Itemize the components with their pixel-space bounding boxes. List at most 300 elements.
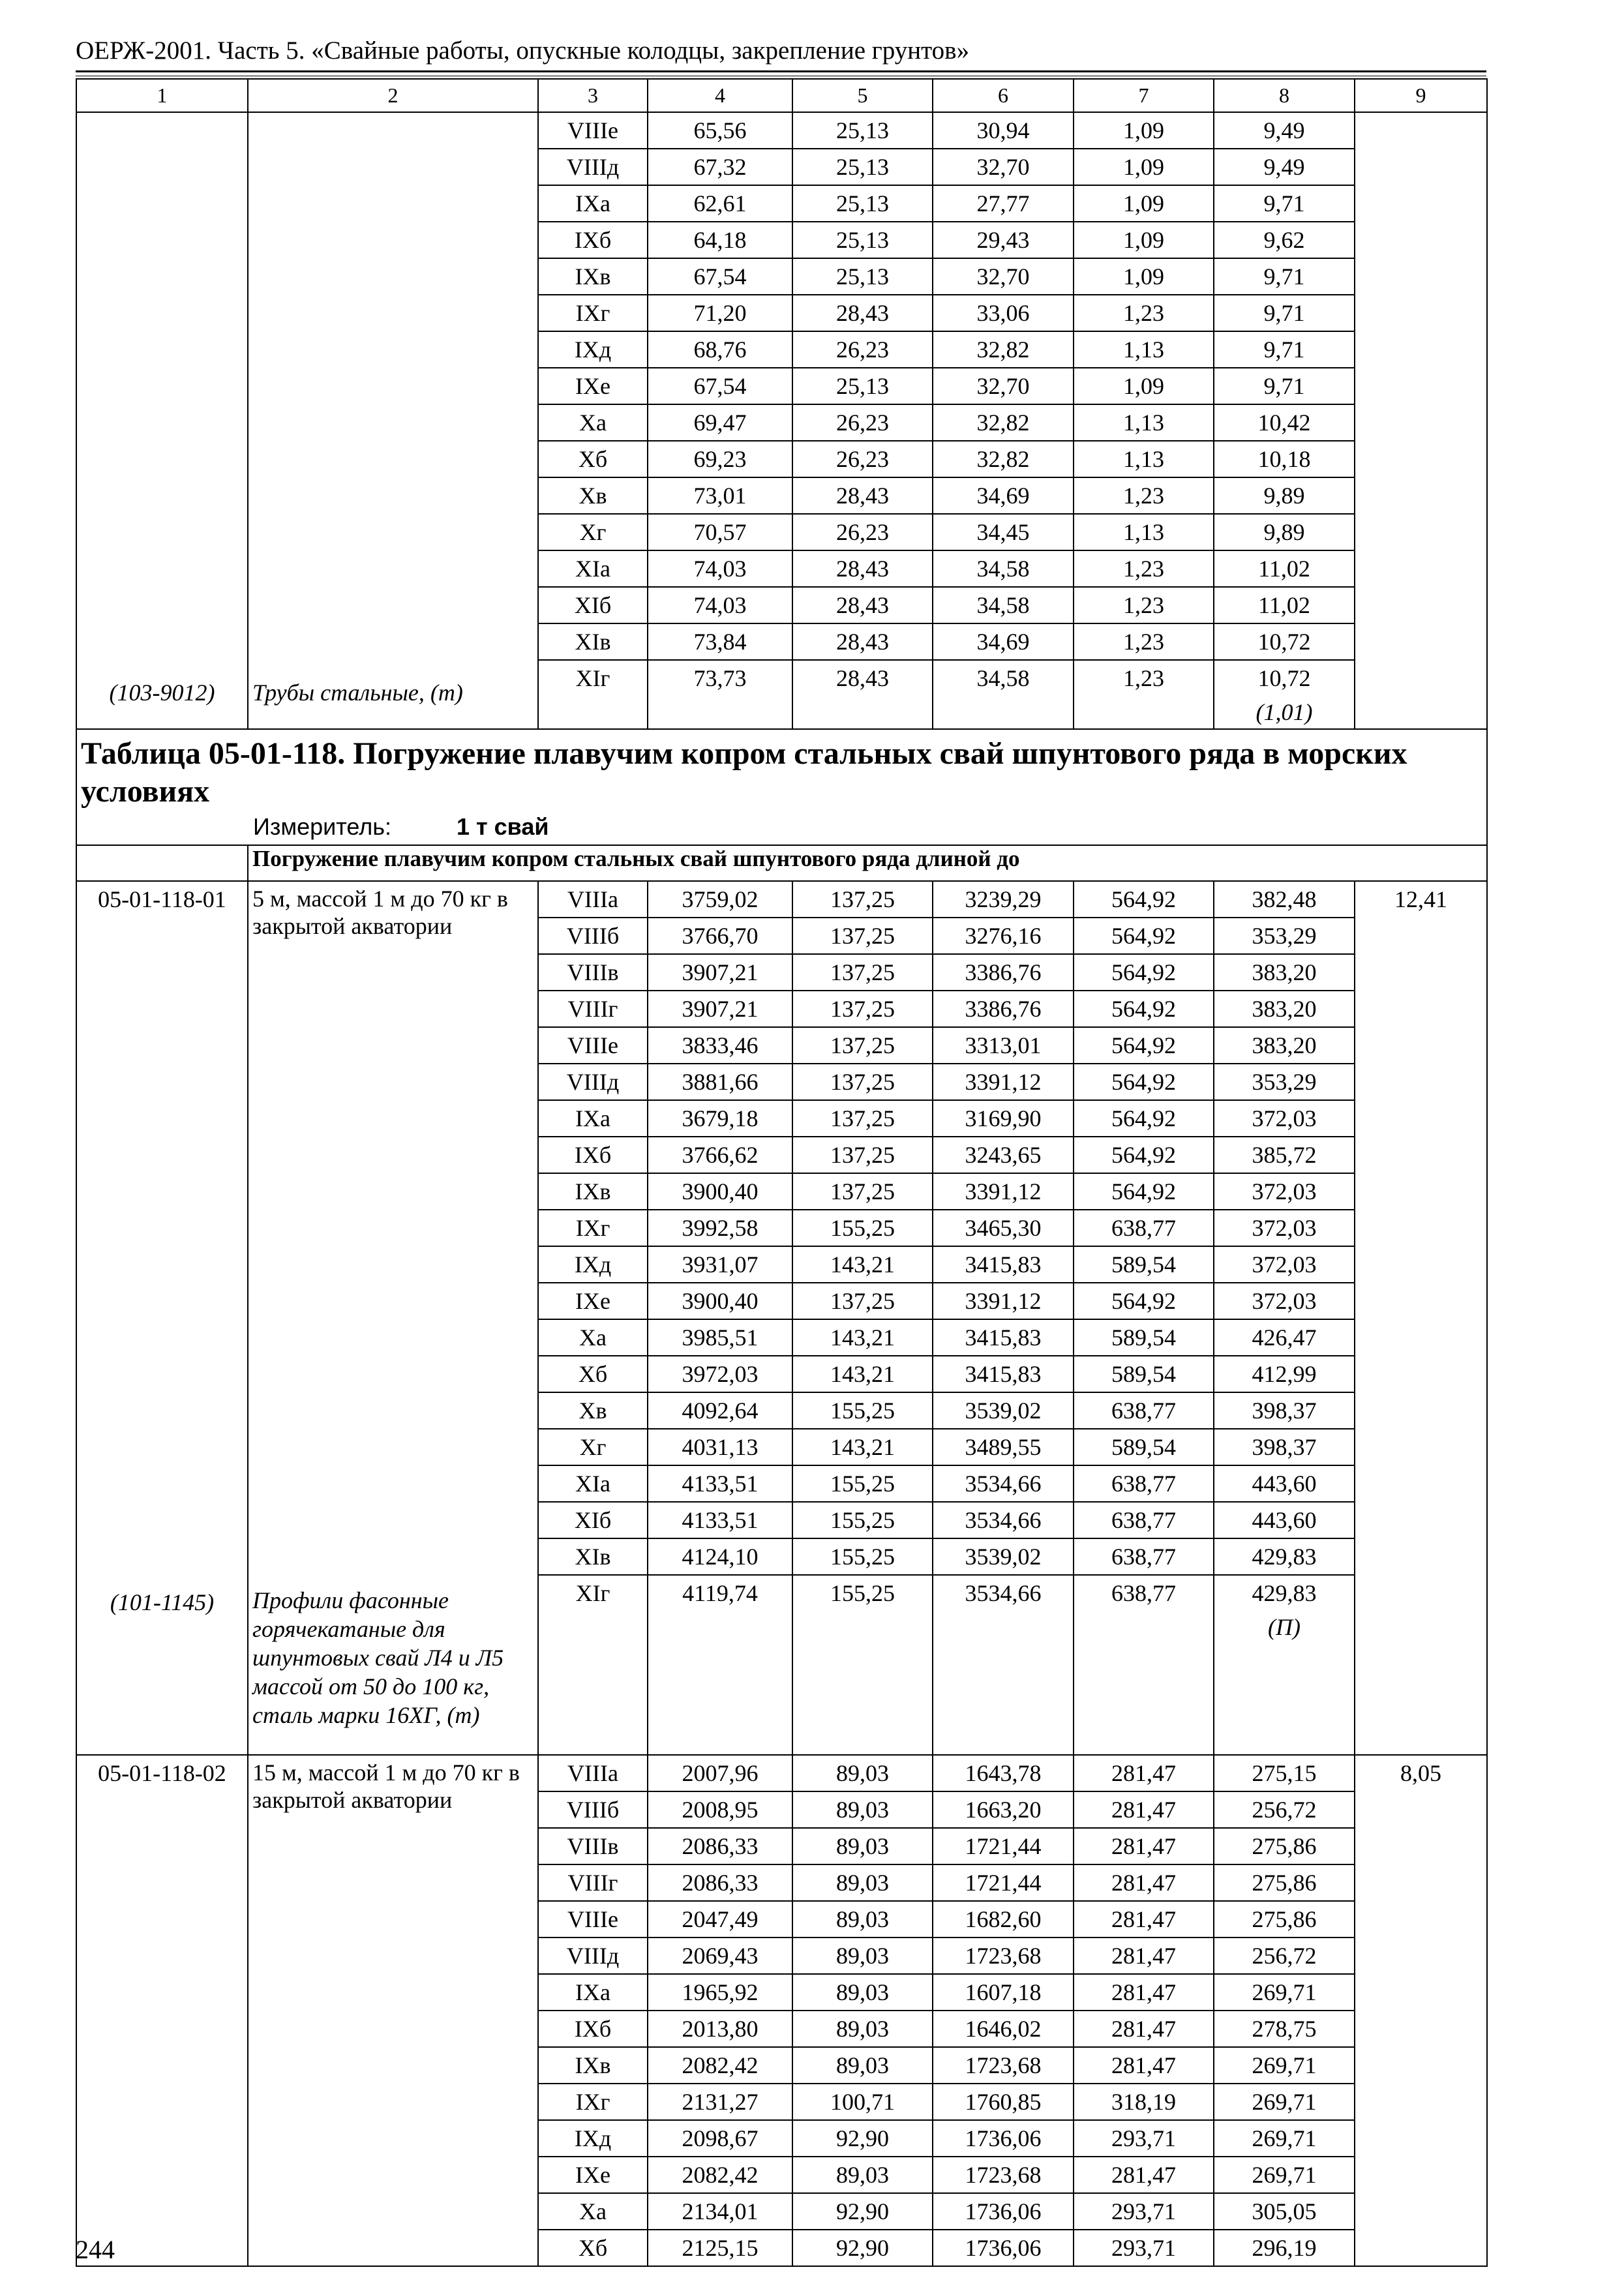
wages: 137,25 [830,886,895,912]
machines: 32,82 [933,331,1073,367]
materials: 372,03 [1214,1246,1354,1282]
wages: 155,25 [793,1465,932,1501]
total-cost: 74,03 [648,550,792,586]
total-cost: 3985,51 [648,1319,792,1355]
zone-label: VIIIд [539,148,647,185]
zone-label: Xг [539,1428,647,1465]
zone-label: IXв [539,1173,647,1209]
zone-label: VIIIб [539,917,647,953]
materials: 372,03 [1214,1173,1354,1209]
column-number: 4 [648,79,792,112]
total-cost: 4133,51 [648,1465,792,1501]
machinist-wages: 281,47 [1074,1900,1213,1937]
machines: 3386,76 [933,990,1073,1026]
machines: 1736,06 [933,2192,1073,2229]
machines: 34,58 [933,550,1073,586]
machinist-wages: 638,77 [1074,1465,1213,1501]
machinist-wages: 1,13 [1074,404,1213,440]
machines: 1643,78 [965,1760,1042,1786]
wages: 100,71 [793,2083,932,2119]
total-cost: 2098,67 [648,2119,792,2156]
labor-cell [1355,1755,1487,2266]
wages: 155,25 [793,1574,932,1611]
wages: 143,21 [793,1319,932,1355]
machinist-wages: 1,13 [1074,331,1213,367]
machines-cell [933,1755,1074,2266]
wages: 155,25 [793,1209,932,1246]
machinist-wages: 1,13 [1074,440,1213,477]
material-name: Профили фасонные горячекатаные для шпунтовых свай Л4 и Л5 массой от 50 до 100 кг, сталь марки 16ХГ, (т) [252,1587,504,1728]
machinist-wages-cell [1074,881,1214,1755]
zone-label: Xб [539,440,647,477]
total-cost: 2008,95 [648,1791,792,1827]
code-column [81,113,243,709]
zone-label: XIв [539,1538,647,1574]
column-number: 1 [76,79,248,112]
subheading-row [76,845,1487,881]
materials: 9,89 [1214,513,1354,550]
machines: 3169,90 [933,1100,1073,1136]
materials: 269,71 [1214,2119,1354,2156]
total-cost: 3972,03 [648,1355,792,1392]
total-cost: 69,23 [648,440,792,477]
materials: 275,15 [1252,1760,1317,1786]
wages: 89,03 [793,2010,932,2046]
machines: 3465,30 [933,1209,1073,1246]
zone-label: VIIIe [539,1900,647,1937]
machines: 32,82 [933,404,1073,440]
unit-label: Измеритель: [253,813,391,840]
machinist-wages: 1,09 [1074,258,1213,294]
zone-label: IXa [539,1973,647,2010]
materials: 9,71 [1214,367,1354,404]
machines: 1721,44 [933,1827,1073,1864]
column-number: 9 [1355,79,1487,112]
zone-label: Xб [539,2229,647,2266]
wages: 137,25 [793,1063,932,1100]
machinist-wages: 281,47 [1074,2046,1213,2083]
total-cost: 2082,42 [648,2156,792,2192]
running-header: ОЕРЖ-2001. Часть 5. «Свайные работы, опускные колодцы, закрепление грунтов» [76,37,970,65]
materials: 10,18 [1214,440,1354,477]
materials: 9,71 [1214,331,1354,367]
materials: 383,20 [1214,990,1354,1026]
total-cost: 4133,51 [648,1501,792,1538]
total-cost: 4119,74 [648,1574,792,1611]
machines: 3415,83 [933,1246,1073,1282]
machinist-wages: 1,09 [1074,367,1213,404]
zone-label: VIIIe [567,117,618,143]
zone-label: VIIIв [539,1827,647,1864]
zone-label: XIб [539,586,647,623]
wages: 28,43 [793,550,932,586]
machines: 3239,29 [965,886,1042,912]
machinist-wages: 564,92 [1074,990,1213,1026]
wages: 26,23 [793,513,932,550]
wages: 137,25 [793,990,932,1026]
materials: 256,72 [1214,1937,1354,1973]
zone-label: XIa [539,1465,647,1501]
materials: 305,05 [1214,2192,1354,2229]
machinist-wages: 1,09 [1123,117,1164,143]
wages: 137,25 [793,1026,932,1063]
total-cost: 3931,07 [648,1246,792,1282]
labor-value: 12,41 [1394,886,1447,912]
column-number: 2 [248,79,538,112]
machinist-wages: 1,09 [1074,221,1213,258]
machinist-wages: 589,54 [1074,1428,1213,1465]
machines: 3391,12 [933,1173,1073,1209]
machines: 32,70 [933,148,1073,185]
total-cost: 4031,13 [648,1428,792,1465]
wages-cell [792,112,933,729]
machinist-wages: 638,77 [1074,1392,1213,1428]
machinist-wages: 318,19 [1074,2083,1213,2119]
machinist-wages: 1,23 [1074,659,1213,696]
total-cost: 64,18 [648,221,792,258]
total-cost: 2086,33 [648,1827,792,1864]
machines: 3534,66 [933,1501,1073,1538]
wages: 155,25 [793,1501,932,1538]
total-cost: 3900,40 [648,1173,792,1209]
wages: 89,03 [836,1760,889,1786]
machines: 34,69 [933,477,1073,513]
zone-label: XIб [539,1501,647,1538]
rates-table [76,78,1488,2267]
materials: 10,72 [1214,623,1354,659]
wages: 137,25 [793,1100,932,1136]
entry-block [76,1755,1487,2266]
zone-label: VIIIa [567,886,618,912]
total-cost: 4092,64 [648,1392,792,1428]
unit-value: 1 т свай [456,813,549,840]
materials: 10,42 [1214,404,1354,440]
total-cost: 2069,43 [648,1937,792,1973]
materials: 353,29 [1214,1063,1354,1100]
materials-cell [1214,881,1355,1755]
materials: 443,60 [1214,1501,1354,1538]
wages: 143,21 [793,1428,932,1465]
wages: 143,21 [793,1246,932,1282]
description-cell [248,112,538,729]
materials: 372,03 [1214,1100,1354,1136]
continuation-block [76,112,1487,729]
materials: 426,47 [1214,1319,1354,1355]
zone-label: IXв [539,2046,647,2083]
machinist-wages: 1,23 [1074,586,1213,623]
total-cost: 3766,70 [648,917,792,953]
zone-label: IXг [539,294,647,331]
machinist-wages: 589,54 [1074,1319,1213,1355]
total-cost: 1965,92 [648,1973,792,2010]
total-cost-cell [648,881,792,1755]
total-cost: 65,56 [693,117,747,143]
zone-label: IXд [539,1246,647,1282]
zone-label: IXe [539,1282,647,1319]
machines: 3415,83 [933,1319,1073,1355]
material-value: (1,01) [1256,699,1313,725]
zone-label: Xг [539,513,647,550]
materials: 382,48 [1252,886,1317,912]
machinist-wages: 638,77 [1074,1209,1213,1246]
machinist-wages: 1,23 [1074,294,1213,331]
labor-cell [1355,112,1487,729]
wages: 155,25 [793,1538,932,1574]
machines: 3276,16 [933,917,1073,953]
machinist-wages: 281,47 [1074,1791,1213,1827]
zone-label: IXд [539,331,647,367]
wages: 137,25 [793,953,932,990]
code-label: 05-01-118-01 [98,886,226,912]
wages: 28,43 [793,294,932,331]
wages: 89,03 [793,1937,932,1973]
labor-cell [1355,881,1487,1755]
zone-label: IXa [539,1100,647,1136]
description-cell [248,881,538,1755]
materials: 9,89 [1214,477,1354,513]
entry-block [76,881,1487,1755]
total-cost: 73,73 [648,659,792,696]
machinist-wages: 293,71 [1074,2229,1213,2266]
wages: 89,03 [793,1973,932,2010]
zone-label: IXг [539,1209,647,1246]
total-cost: 2047,49 [648,1900,792,1937]
column-number: 5 [792,79,933,112]
materials-cell [1214,112,1355,729]
total-cost: 67,32 [648,148,792,185]
wages: 28,43 [793,586,932,623]
description-text: 5 м, массой 1 м до 70 кг в закрытой акватории [252,886,508,939]
machinist-wages: 281,47 [1074,1937,1213,1973]
zone-label: XIa [539,550,647,586]
machines: 3391,12 [933,1282,1073,1319]
column-number: 7 [1074,79,1214,112]
total-cost: 73,01 [648,477,792,513]
wages: 26,23 [793,404,932,440]
zone-label: VIIIб [539,1791,647,1827]
header-rule [76,70,1486,72]
materials: 269,71 [1214,2083,1354,2119]
machinist-wages: 638,77 [1074,1574,1213,1611]
total-cost: 2134,01 [648,2192,792,2229]
zone-label: Xa [539,1319,647,1355]
machines: 3415,83 [933,1355,1073,1392]
zone-label: Xв [539,477,647,513]
machinist-wages-cell [1074,1755,1214,2266]
zone-label: XIг [539,1574,647,1611]
machinist-wages: 589,54 [1074,1246,1213,1282]
materials: 372,03 [1214,1209,1354,1246]
column-number: 6 [933,79,1074,112]
wages: 137,25 [793,1282,932,1319]
total-cost: 2013,80 [648,2010,792,2046]
machines: 27,77 [933,185,1073,221]
total-cost-cell [648,1755,792,2266]
material-code: (101-1145) [110,1589,215,1615]
wages: 89,03 [793,1827,932,1864]
total-cost: 62,61 [648,185,792,221]
machines: 1682,60 [933,1900,1073,1937]
wages: 92,90 [793,2229,932,2266]
machinist-wages: 1,23 [1074,477,1213,513]
total-cost: 71,20 [648,294,792,331]
materials: 9,71 [1214,294,1354,331]
wages: 25,13 [793,258,932,294]
total-cost: 3881,66 [648,1063,792,1100]
machines: 34,45 [933,513,1073,550]
machinist-wages: 1,09 [1074,148,1213,185]
description-cell [248,1755,538,2266]
total-cost: 3907,21 [648,990,792,1026]
zone-label: VIIIд [539,1063,647,1100]
machinist-wages: 293,71 [1074,2192,1213,2229]
machines: 32,82 [933,440,1073,477]
total-cost: 2131,27 [648,2083,792,2119]
page-number: 244 [76,2235,115,2264]
machines: 1736,06 [933,2119,1073,2156]
wages: 26,23 [793,331,932,367]
wages: 25,13 [793,185,932,221]
materials: 10,72 [1214,659,1354,696]
machines: 34,69 [933,623,1073,659]
machinist-wages: 281,47 [1074,2010,1213,2046]
wages: 137,25 [793,1136,932,1173]
total-cost: 3759,02 [682,886,759,912]
machinist-wages: 564,92 [1074,1173,1213,1209]
materials: 429,83 [1214,1574,1354,1611]
total-cost: 68,76 [648,331,792,367]
wages: 25,13 [793,148,932,185]
zone-cell [538,881,648,1755]
machinist-wages: 564,92 [1074,1063,1213,1100]
wages: 28,43 [793,659,932,696]
machines: 3534,66 [933,1465,1073,1501]
wages: 25,13 [836,117,889,143]
machines: 3489,55 [933,1428,1073,1465]
zone-label: IXв [539,258,647,294]
materials: 353,29 [1214,917,1354,953]
machines: 3391,12 [933,1063,1073,1100]
machinist-wages: 1,23 [1074,550,1213,586]
materials: 9,49 [1263,117,1305,143]
wages: 89,03 [793,1900,932,1937]
wages: 143,21 [793,1355,932,1392]
machines: 1607,18 [933,1973,1073,2010]
machines: 3243,65 [933,1136,1073,1173]
machines: 3386,76 [933,953,1073,990]
description-column [252,113,534,709]
materials: 412,99 [1214,1355,1354,1392]
code-cell [76,1755,248,2266]
unit-row [81,811,1482,845]
total-cost: 69,47 [648,404,792,440]
total-cost: 3766,62 [648,1136,792,1173]
total-cost: 2082,42 [648,2046,792,2083]
machinist-wages: 564,92 [1111,886,1176,912]
wages: 25,13 [793,367,932,404]
materials: 9,49 [1214,148,1354,185]
machinist-wages: 281,47 [1111,1760,1176,1786]
wages: 137,25 [793,1173,932,1209]
zone-label: VIIIг [539,990,647,1026]
total-cost: 2007,96 [682,1760,759,1786]
machines: 34,58 [933,586,1073,623]
total-cost: 67,54 [648,258,792,294]
zone-label: Xa [539,2192,647,2229]
wages: 137,25 [793,917,932,953]
machinist-wages: 589,54 [1074,1355,1213,1392]
zone-label: VIIIe [539,1026,647,1063]
machines: 3313,01 [933,1026,1073,1063]
total-cost: 74,03 [648,586,792,623]
machinist-wages-cell [1074,112,1214,729]
wages-cell [792,1755,933,2266]
materials: 269,71 [1214,2156,1354,2192]
zone-label: IXe [539,367,647,404]
machinist-wages: 564,92 [1074,1136,1213,1173]
machines: 1663,20 [933,1791,1073,1827]
machines: 29,43 [933,221,1073,258]
zone-label: VIIIa [567,1760,618,1786]
table-title: Таблица 05-01-118. Погружение плавучим копром стальных свай шпунтового ряда в морских условиях [81,736,1407,809]
machines: 1736,06 [933,2229,1073,2266]
materials: 398,37 [1214,1428,1354,1465]
wages: 89,03 [793,1791,932,1827]
wages: 28,43 [793,477,932,513]
machines: 32,70 [933,258,1073,294]
column-number: 3 [538,79,648,112]
machinist-wages: 638,77 [1074,1501,1213,1538]
materials: 9,71 [1214,258,1354,294]
description-text: 15 м, массой 1 м до 70 кг в закрытой акватории [252,1759,520,1813]
zone-label: IXб [539,1136,647,1173]
materials: 385,72 [1214,1136,1354,1173]
code-cell [76,112,248,729]
wages: 92,90 [793,2119,932,2156]
zone-label: Xб [539,1355,647,1392]
machines: 1723,68 [933,1937,1073,1973]
zone-label: IXб [539,221,647,258]
total-cost-cell [648,112,792,729]
zone-label: XIв [539,623,647,659]
wages: 89,03 [793,2156,932,2192]
total-cost: 3833,46 [648,1026,792,1063]
machines: 30,94 [976,117,1030,143]
zone-label: IXд [539,2119,647,2156]
wages: 25,13 [793,221,932,258]
zone-label: IXe [539,2156,647,2192]
materials: 275,86 [1214,1827,1354,1864]
materials: 443,60 [1214,1465,1354,1501]
total-cost: 70,57 [648,513,792,550]
total-cost: 2125,15 [648,2229,792,2266]
wages: 92,90 [793,2192,932,2229]
materials: 269,71 [1214,1973,1354,2010]
zone-label: IXг [539,2083,647,2119]
materials: 9,62 [1214,221,1354,258]
total-cost: 3992,58 [648,1209,792,1246]
zone-cell [538,112,648,729]
labor-value: 8,05 [1400,1760,1441,1786]
machinist-wages: 281,47 [1074,1864,1213,1900]
machines: 34,58 [933,659,1073,696]
code-cell [76,881,248,1755]
wages: 155,25 [793,1392,932,1428]
zone-label: IXб [539,2010,647,2046]
subheading: Погружение плавучим копром стальных свай шпунтового ряда длиной до [248,845,1487,881]
machinist-wages: 293,71 [1074,2119,1213,2156]
materials: 275,86 [1214,1864,1354,1900]
